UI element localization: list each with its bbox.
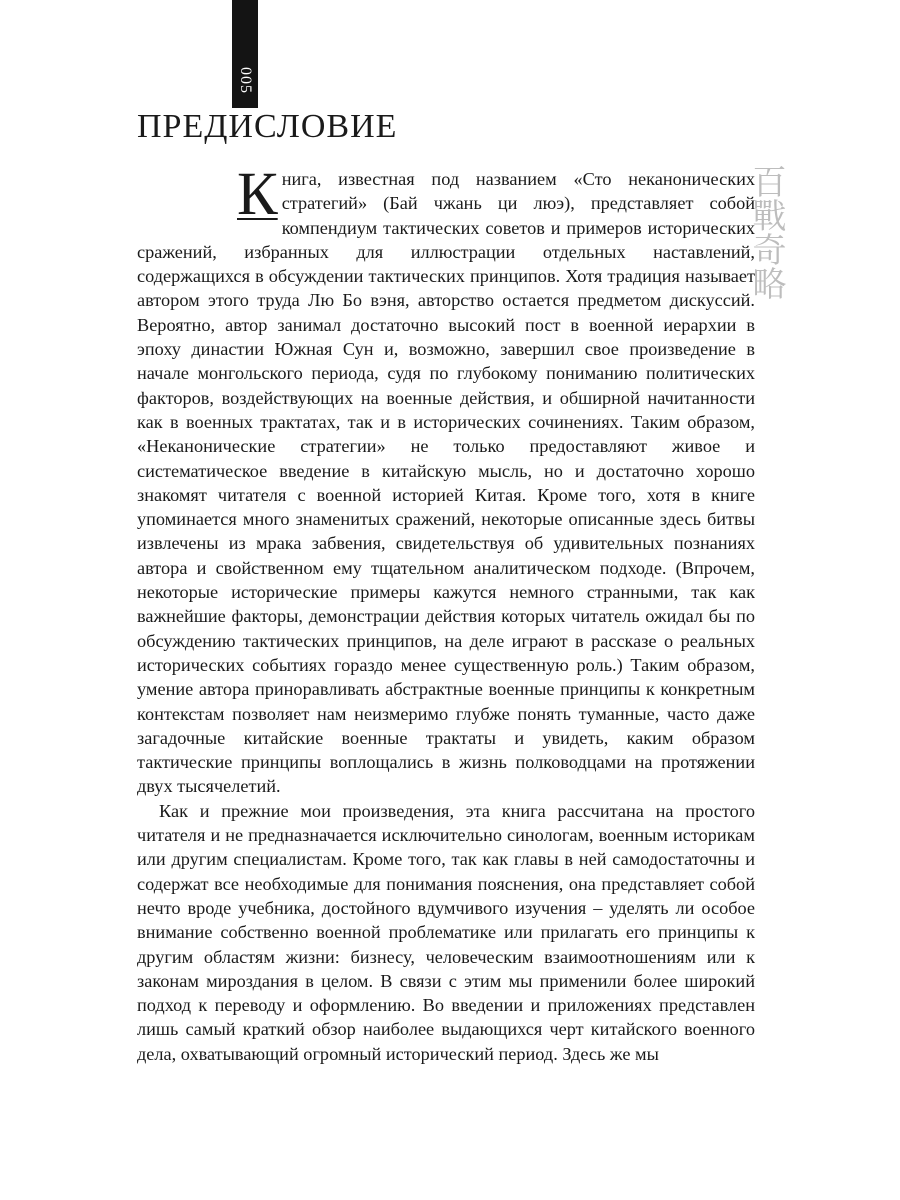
dropcap-letter: К	[237, 161, 278, 228]
paragraph-1	[137, 161, 755, 799]
paragraph-1-text: нига, известная под названием «Сто неканонических стратегий» (Бай чжань ци люэ), представляет собой компендиум тактических советов и примеров исторических сражений, избранных для иллюстрации отдельных наставлений, содержащихся в обсуждении тактических принципов. Хотя традиция называет автором этого труда Лю Бо вэня, авторство остается предметом дискуссий. Вероятно, автор занимал достаточно высокий пост в военной иерархии в эпоху династии Южная Сун и, возможно, завершил свое произведение в начале монгольского периода, судя по глубокому пониманию политических факторов, воздействующих на военные действия, и обширной начитанности как в военных трактатах, так и в исторических сочинениях. Таким образом, «Неканонические стратегии» не только предоставляют живое и систематическое введение в китайскую мысль, но и достаточно хорошо знакомят читателя с военной историей Китая. Кроме того, хотя в книге упоминается много знаменитых сражений, некоторые описанные здесь битвы извлечены из мрака забвения, свидетельствуя об удивительных познаниях автора и свойственном ему тщательном аналитическом подходе. (Впрочем, некоторые исторические примеры кажутся немного странными, так как важнейшие факторы, демонстрации действия которых читатель ожидал бы по обсуждению тактических принципов, на деле играют в рассказе о реальных исторических событиях гораздо менее существенную роль.) Таким образом, умение автора приноравливать абстрактные военные принципы к конкретным контекстам позволяет нам неизмеримо глубже понять туманные, часто даже загадочные китайские военные трактаты и увидеть, каким образом тактические принципы воплощались в жизнь полководцами на протяжении двух тысячелетий.	[137, 169, 755, 797]
page-title: ПРЕДИСЛОВИЕ	[137, 108, 398, 145]
side-chinese-title: 百戰奇略	[746, 164, 786, 300]
page-number: 005	[237, 66, 254, 94]
body-text	[137, 161, 755, 1066]
paragraph-2: Как и прежние мои произведения, эта книга рассчитана на простого читателя и не предназначается исключительно синологам, военным историкам или другим специалистам. Кроме того, так как главы в ней самодостаточны и содержат все необходимые для понимания пояснения, она представляет собой нечто вроде учебника, достойного вдумчивого изучения – уделять ли особое внимание собственно военной проблематике или прилагать его принципы к другим областям жизни: бизнесу, человеческим взаимоотношениям или к законам мироздания в целом. В связи с этим мы применили более широкий подход к переводу и оформлению. Во введении и приложениях представлен лишь самый краткий обзор наиболее выдающихся черт китайского военного дела, охватывающий огромный исторический период. Здесь же мы	[137, 800, 755, 1064]
